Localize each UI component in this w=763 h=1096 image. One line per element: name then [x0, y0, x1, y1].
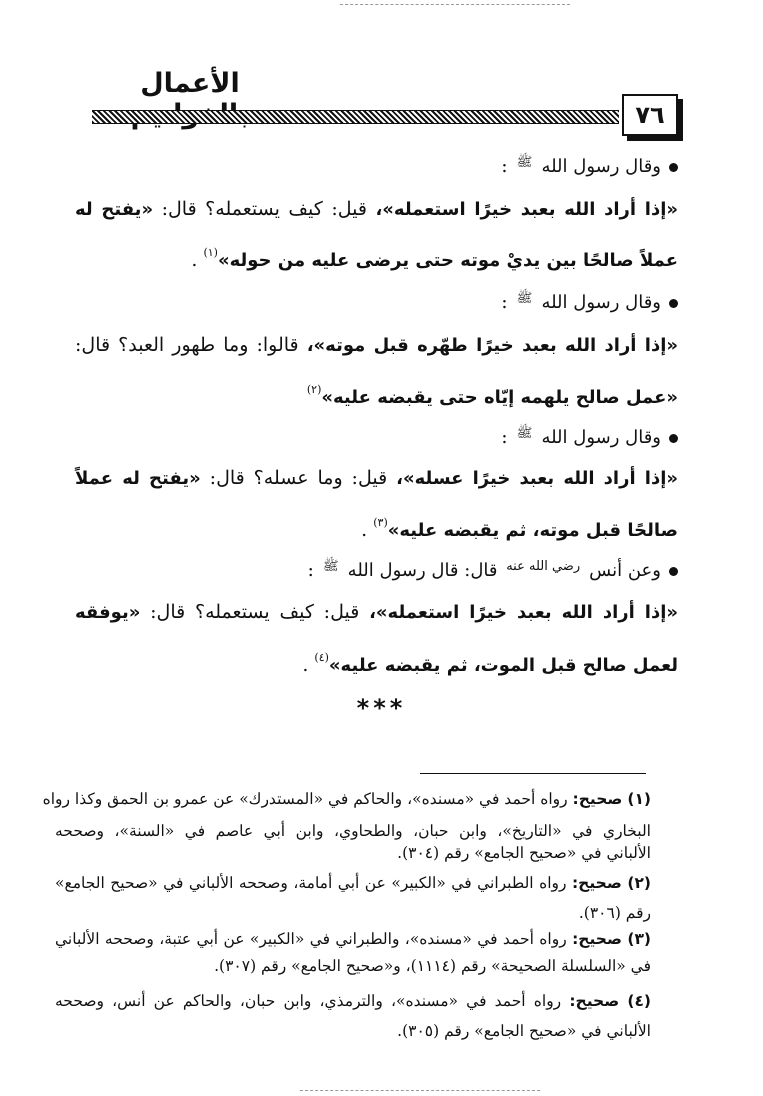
page-number: ٧٦ [622, 94, 678, 136]
footnote-line: (٢) صحيح: رواه الطبراني في «الكبير» عن أبي أمامة، وصححه الألباني في «صحيح الجامع» [55, 874, 651, 892]
footnote-ref: (٣) [373, 516, 388, 529]
text-line: وقال رسول الله ﷺ : [75, 148, 678, 182]
text-line: عملاً صالحًا بين يديْ موته حتى يرضى عليه من حوله»$^{(١)}$ . [191, 246, 678, 271]
text-line: «عمل صالح يلهمه إيّاه حتى يقبضه عليه»$^{(٢)}$ [306, 383, 678, 408]
salawat-icon: ﷺ [516, 155, 533, 170]
text-line: وعن أنس رضي الله عنه قال: قال رسول الله ﷺ : [75, 552, 678, 586]
text-line: صالحًا قبل موته، ثم يقبضه عليه»$^{(٣)}$ . [361, 516, 678, 541]
footnote-line: البخاري في «التاريخ»، وابن حبان، والطحاوي، وابن أبي عاصم في «السنة»، وصححه [55, 822, 651, 840]
footnote-line: الألباني في «صحيح الجامع» رقم (٣٠٤). [397, 844, 651, 862]
footnote-ref: (٢) [306, 383, 322, 396]
footnote-line: (٣) صحيح: رواه أحمد في «مسنده»، والطبراني في «الكبير» عن أبي عتبة، وصححه الألباني [55, 930, 651, 948]
running-header-title: الأعمال [140, 68, 240, 99]
footnote-rule [420, 773, 646, 774]
footnote-ref: (١) [203, 246, 218, 259]
bullet-icon [669, 163, 678, 172]
salawat-icon: ﷺ [516, 426, 533, 441]
footnote-ref: (٤) [314, 651, 329, 664]
footnote-line: رقم (٣٠٦). [578, 904, 651, 922]
bullet-icon [669, 299, 678, 308]
text-line: «إذا أراد الله بعبد خيرًا استعمله»، قيل: كيف يستعمله؟ قال: «يوفقه [75, 601, 678, 623]
bullet-icon [669, 434, 678, 443]
top-scan-edge [340, 4, 570, 5]
section-separator: *** [356, 694, 407, 722]
footnote-line: الألباني في «صحيح الجامع» رقم (٣٠٥). [397, 1022, 651, 1040]
footnote-line: (١) صحيح: رواه أحمد في «مسنده»، والحاكم في «المستدرك» عن عمرو بن الحمق وكذا رواه [42, 790, 651, 808]
text-line: وقال رسول الله ﷺ : [75, 284, 678, 318]
text-line: وقال رسول الله ﷺ : [75, 419, 678, 453]
header-rule [92, 110, 619, 124]
footnote-line: في «السلسلة الصحيحة» رقم (١١١٤)، و«صحيح الجامع» رقم (٣٠٧). [214, 957, 651, 975]
salawat-icon: ﷺ [322, 559, 339, 574]
text-line: «إذا أراد الله بعبد خيرًا عسله»، قيل: وما عسله؟ قال: «يفتح له عملاً [75, 467, 678, 489]
text-line: «إذا أراد الله بعبد خيرًا طهّره قبل موته»، قالوا: وما طهور العبد؟ قال: [75, 334, 678, 356]
bottom-scan-edge [300, 1090, 540, 1091]
bullet-icon [669, 567, 678, 576]
text-line: لعمل صالح قبل الموت، ثم يقبضه عليه»$^{(٤)}$ . [302, 651, 678, 676]
radiallahu-icon: رضي الله عنه [506, 559, 581, 574]
text-line: «إذا أراد الله بعبد خيرًا استعمله»، قيل: كيف يستعمله؟ قال: «يفتح له [75, 198, 679, 220]
footnote-line: (٤) صحيح: رواه أحمد في «مسنده»، والترمذي، وابن حبان، والحاكم عن أنس، وصححه [55, 992, 651, 1010]
salawat-icon: ﷺ [516, 291, 533, 306]
